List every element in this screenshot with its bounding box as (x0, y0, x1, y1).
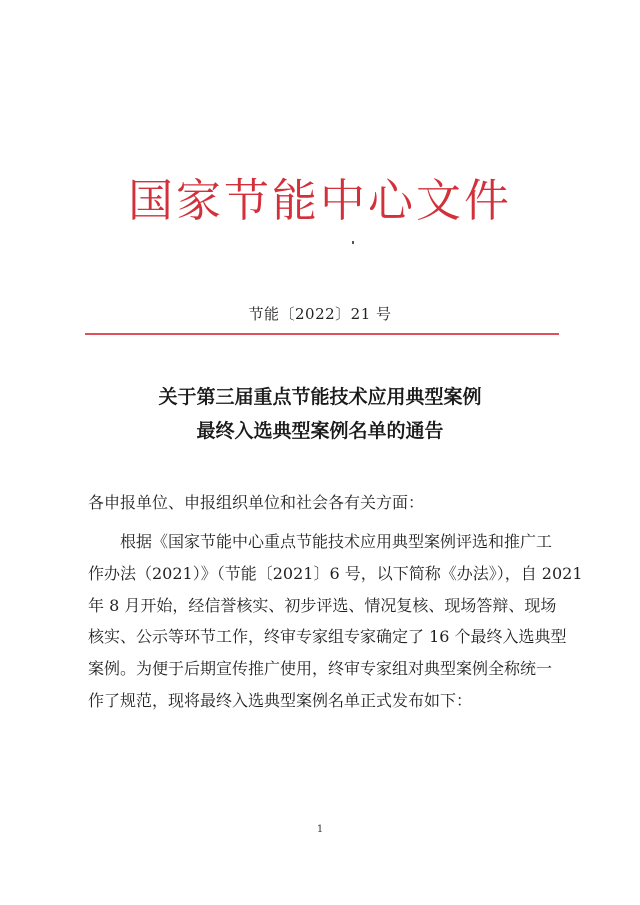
document-subject (0, 380, 640, 448)
body-line: 核实、公示等环节工作，终审专家组专家确定了 16 个最终入选典型 (88, 627, 567, 647)
body-line: 作办法（2021）》（节能〔2021〕6 号，以下简称《办法》），自 2021 (88, 563, 583, 583)
salutation: 各申报单位、申报组织单位和社会各有关方面： (88, 493, 425, 512)
body-line: 年 8 月开始，经信誉核实、初步评选、情况复核、现场答辩、现场 (88, 595, 557, 615)
body-line: 根据《国家节能中心重点节能技术应用典型案例评选和推广工 (120, 532, 553, 551)
subject-line-1: 关于第三届重点节能技术应用典型案例 (158, 386, 482, 408)
issuer-header-title: 国家节能中心文件 (127, 174, 512, 227)
page-number: 1 (316, 824, 324, 835)
document-number: 节能〔2022〕21 号 (248, 305, 392, 323)
red-separator-rule (85, 333, 559, 335)
body-line: 案例。为便于后期宣传推广使用，终审专家组对典型案例全称统一 (88, 659, 553, 679)
body-paragraph (88, 526, 583, 717)
scan-speck (352, 241, 354, 244)
subject-line-2: 最终入选典型案例名单的通告 (196, 420, 444, 442)
body-line: 作了规范，现将最终入选典型案例名单正式发布如下： (88, 690, 473, 710)
